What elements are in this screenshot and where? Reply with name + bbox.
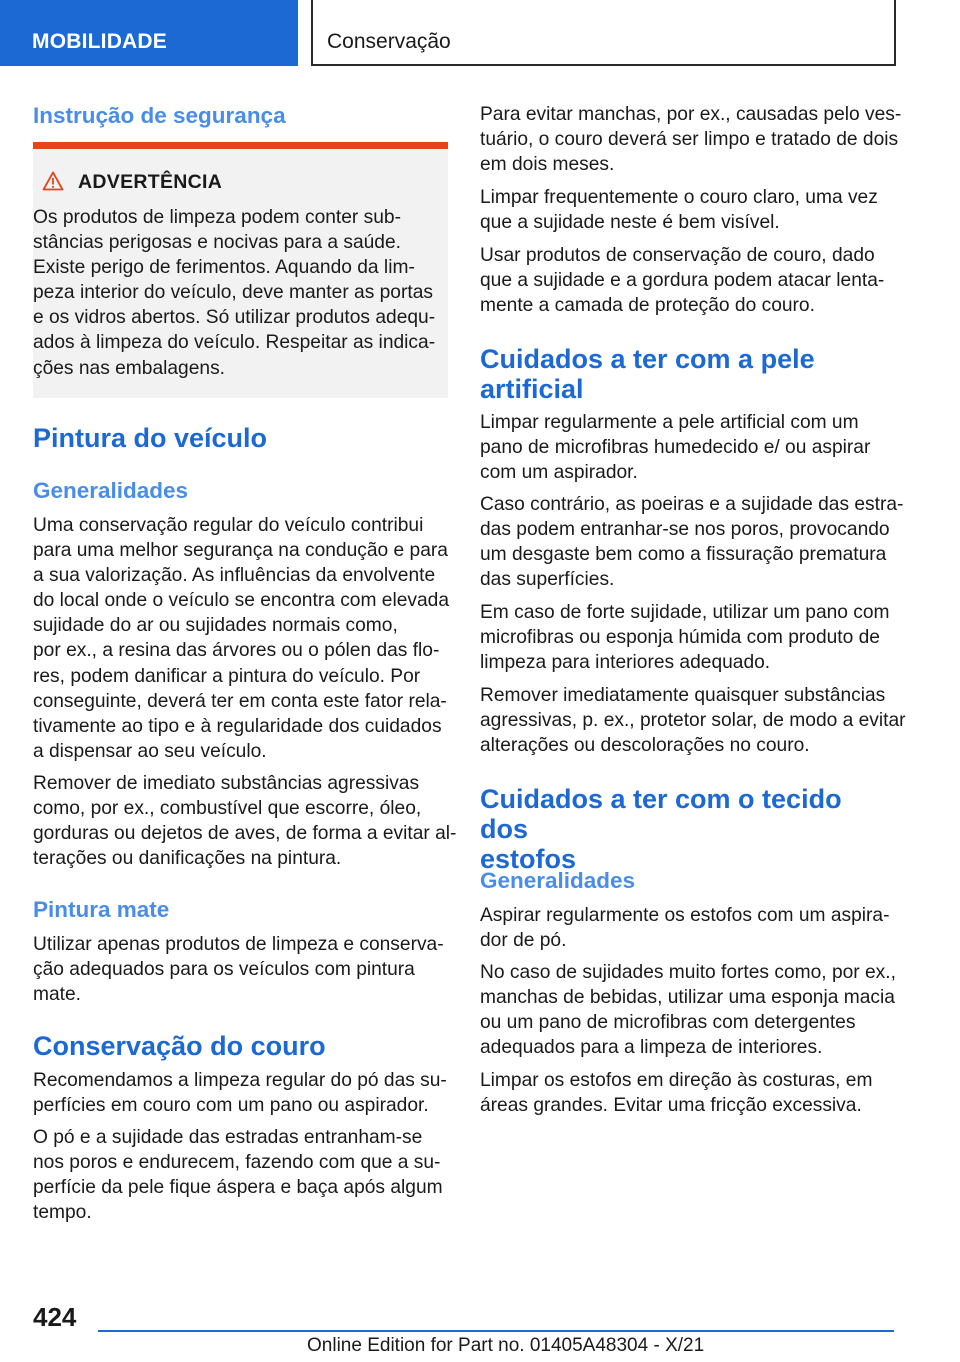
warning-title: ADVERTÊNCIA <box>78 171 223 193</box>
artificial-paragraph-2: Caso contrário, as poeiras e a sujidade das estra‐ das podem entranhar-se nos poros, provocando um desgaste bem como a fissuração prematura das superfícies. <box>480 494 904 591</box>
warning-text: Os produtos de limpeza podem conter sub‐ stâncias perigosas e nocivas para a saúde. Existe perigo de ferimentos. Aquando da lim‐ peza interior do veículo, deve manter as portas e os vidros abertos. Só utilizar produtos adequ‐ ados à limpeza do veículo. Respeitar as indica‐ ções nas embalagens. <box>33 207 436 379</box>
fabric-heading: Cuidados a ter com o tecido dos estofos <box>480 784 842 874</box>
artificial-heading: Cuidados a ter com a pele artificial <box>480 344 815 404</box>
chapter-tab <box>311 0 896 66</box>
general-paragraph-1: Uma conservação regular do veículo contribui para uma melhor segurança na condução e para a sua valorização. As influências da envolvente do local onde o veículo se encontra com elevada sujidade do ar ou sujidades normais como, por ex., a resina das árvores ou o pólen das flo‐ res, podem danificar a pintura do veículo. Por conseguinte, deverá ter em conta este fator rela‐ tivamente ao tipo e à regularidade dos cuidados a dispensar ao seu veículo. <box>33 515 449 762</box>
leather-paragraph-3: Para evitar manchas, por ex., causadas pelo ves‐ tuário, o couro deverá ser limpo e tratado de dois em dois meses. <box>480 104 902 176</box>
matte-heading: Pintura mate <box>33 897 170 922</box>
section-title: MOBILIDADE <box>32 30 167 53</box>
fabric-paragraph-1: Aspirar regularmente os estofos com um aspira‐ dor de pó. <box>480 905 890 952</box>
leather-paragraph-5: Usar produtos de conservação de couro, dado que a sujidade e a gordura podem atacar lenta‐ mente a camada de proteção do couro. <box>480 245 885 317</box>
leather-paragraph-1: Recomendamos a limpeza regular do pó das su‐ perfícies em couro com um pano ou aspirador. <box>33 1070 447 1117</box>
section-tab <box>0 0 298 66</box>
footer-divider <box>98 1330 894 1332</box>
matte-paragraph: Utilizar apenas produtos de limpeza e conserva‐ ção adequados para os veículos com pintura mate. <box>33 934 444 1006</box>
general-heading: Generalidades <box>33 478 189 503</box>
fabric-paragraph-2: No caso de sujidades muito fortes como, por ex., manchas de bebidas, utilizar uma esponja macia ou um pano de microfibras com detergentes adequados para a limpeza de interiores. <box>480 962 896 1059</box>
page-number: 424 <box>33 1302 77 1332</box>
footer-edition: Online Edition for Part no. 01405A48304 - X/21 <box>307 1335 705 1356</box>
artificial-paragraph-3: Em caso de forte sujidade, utilizar um pano com microfibras ou esponja húmida com produto de limpeza para interiores adequado. <box>480 602 890 674</box>
fabric-paragraph-3: Limpar os estofos em direção às costuras, em áreas grandes. Evitar uma fricção excessiva. <box>480 1070 873 1117</box>
leather-paragraph-4: Limpar frequentemente o couro claro, uma vez que a sujidade neste é bem visível. <box>480 187 878 234</box>
paint-heading: Pintura do veículo <box>33 423 268 453</box>
artificial-paragraph-1: Limpar regularmente a pele artificial com um pano de microfibras humedecido e/ ou aspirar com um aspirador. <box>480 412 871 484</box>
warning-triangle-icon <box>42 171 64 191</box>
leather-paragraph-2: O pó e a sujidade das estradas entranham-se nos poros e endurecem, fazendo com que a su‐ perfície da pele fique áspera e baça após algum tempo. <box>33 1127 443 1224</box>
artificial-paragraph-4: Remover imediatamente quaisquer substâncias agressivas, p. ex., protetor solar, de modo a evitar alterações ou descolorações no couro. <box>480 685 906 757</box>
safety-heading: Instrução de segurança <box>33 103 286 128</box>
warning-bar <box>33 142 448 149</box>
fabric-general-heading: Generalidades <box>480 868 636 893</box>
chapter-title: Conservação <box>327 30 451 53</box>
leather-heading: Conservação do couro <box>33 1031 326 1061</box>
general-paragraph-2: Remover de imediato substâncias agressivas como, por ex., combustível que escorre, óleo, gorduras ou dejetos de aves, de forma a evitar al‐ terações ou danificações na pintura. <box>33 773 457 870</box>
